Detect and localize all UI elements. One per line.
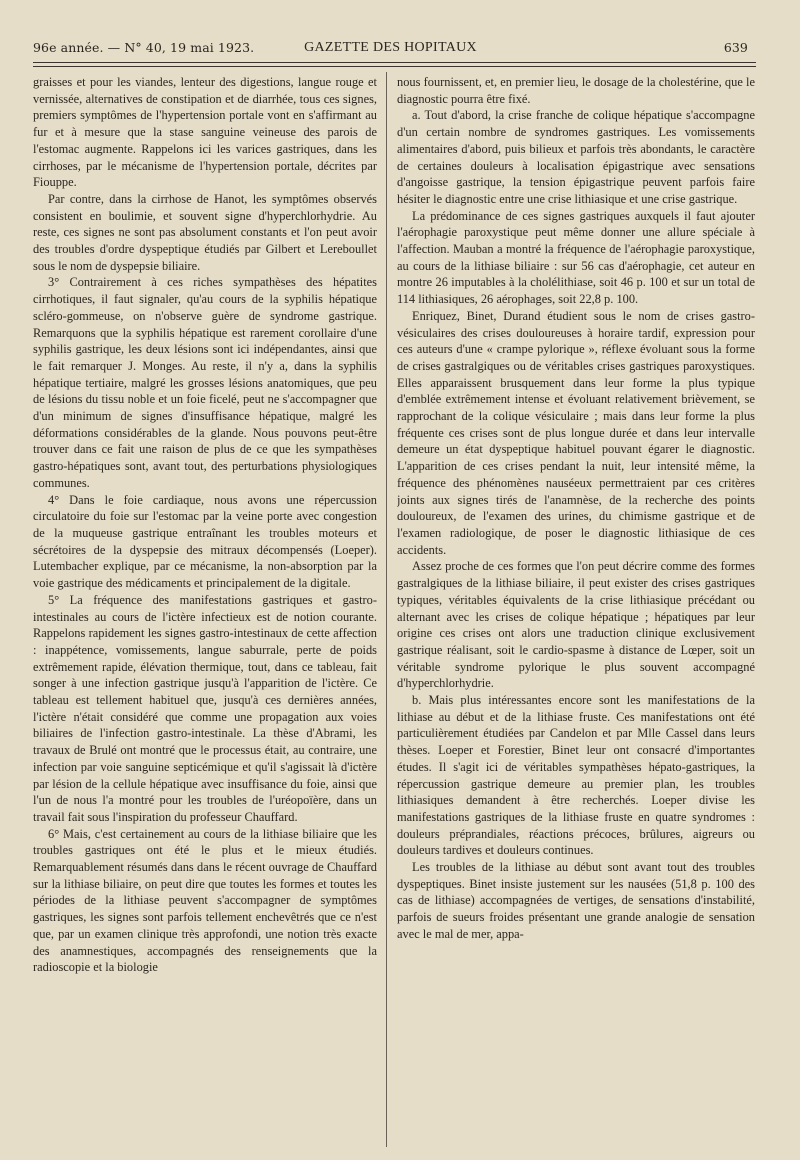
column-divider — [386, 72, 387, 1147]
paragraph: Enriquez, Binet, Durand étudient sous le nom de crises gastro-vésiculaires des crises douloureuses à horaire tardif, expression pour ces auteurs d'une « crampe pylorique », réflexe évoluant sous la forme de crises gastralgiques ou de véritables crises gastriques paroxystiques. Elles apparaissent brusquement dans leur forme la plus typique d'emblée extrêmement intense et évoluant relativement brièvement, se rapprochant de la colique vésiculaire ; mais dans leur forme la plus fréquente ces crises sont de plus longue durée et dans leur intervalle demeure un état dyspeptique habituel pouvant égarer le diagnostic. L'apparition de ces crises pendant la nuit, leur intensité même, la fréquence des phénomènes nauséeux permettraient par ces critères joints aux signes tirés de l'anamnèse, de la recherche des points douloureux, de l'examen des urines, du chimisme gastrique et de l'examen radiologique, de poser le diagnostic lithiasique de ces accidents. — [397, 308, 755, 557]
right-column — [397, 74, 755, 1144]
paragraph: graisses et pour les viandes, lenteur des digestions, langue rouge et vernissée, alternatives de constipation et de diarrhée, tous ces signes, premiers symptômes de l'hypertension portale vont en s'affirmant au fur et à mesure que la stase sanguine veineuse des parois de l'estomac augmente. Rappelons ici les varices gastriques, dans les cirrhoses, par le mécanisme de l'hypertension portale, décrites par Fiouppe. — [33, 75, 377, 190]
left-column — [33, 74, 377, 1144]
header-rule-top — [33, 62, 756, 63]
header-rule-bottom — [33, 66, 756, 67]
paragraph: b. Mais plus intéressantes encore sont les manifestations de la lithiase au début et de la lithiase fruste. Ces manifestations ont été particulièrement étudiées par Candelon et par Mlle Cassel dans leurs thèses. Loeper et Forestier, Binet leur ont consacré d'importantes études. Il s'agit ici de véritables sympathèses hépato-gastriques, la répercussion gastrique demeure au premier plan, les troubles lithiasiques demandent à être recherchés. Loeper divise les manifestations gastriques de la lithiase fruste en quatre syndromes : douleurs préprandiales, réactions précoces, brûlures, aigreurs ou douleurs tardives et douleurs continues. — [397, 693, 755, 858]
paragraph: 6° Mais, c'est certainement au cours de la lithiase biliaire que les troubles gastriques ont été le plus et le mieux étudiés. Remarquablement résumés dans dans le récent ouvrage de Chauffard sur la lithiase biliaire, on peut dire que toutes les formes et toutes les périodes de la lithiase peuvent s'accompagner de symptômes gastriques, les signes sont parfois tellement enchevêtrés que ce n'est que, par un examen clinique très approfondi, une notion très exacte des anamnestiques, accompagnés des renseignements que la radioscopie et la biologie — [33, 826, 377, 975]
journal-title: GAZETTE DES HOPITAUX — [304, 40, 477, 55]
issue-line: 96e année. — N° 40, 19 mai 1923. — [33, 40, 255, 55]
paragraph: Assez proche de ces formes que l'on peut décrire comme des formes gastralgiques de la lithiase biliaire, il peut exister des crises gastriques typiques, véritables équivalents de la crise lithiasique précédant ou alternant avec les crises de colique hépatique ; hépatiques par leur origine ces crises ont alors une traduction clinique exclusivement gastrique réalisant, soit le cardio-spasme à distance de Lœper, soit un véritable syndrome pylorique le plus souvent accompagné d'hyperchlorhydrie. — [397, 559, 755, 691]
paragraph: Les troubles de la lithiase au début sont avant tout des troubles dyspeptiques. Binet insiste justement sur les nausées (51,8 p. 100 des cas de lithiase) accompagnées de vertiges, de sensations d'instabilité, parfois de sueurs froides présentant une grande analogie de sensation avec le mal de mer, appa- — [397, 860, 755, 941]
paragraph: 4° Dans le foie cardiaque, nous avons une répercussion circulatoire du foie sur l'estomac par la veine porte avec congestion de la muqueuse gastrique entraînant les troubles moteurs et sécrétoires de la dyspepsie des mitraux décompensés (Loeper). Lutembacher explique, par ce mécanisme, la non-absorption par la voie gastrique des médicaments et principalement de la digitale. — [33, 492, 377, 591]
paragraph: a. Tout d'abord, la crise franche de colique hépatique s'accompagne d'un certain nombre de syndromes gastriques. Les vomissements alimentaires d'abord, puis bilieux et parfois très abondants, le caractère de certaines douleurs à localisation épigastrique avec sensations d'angoisse gastrique, la tension épigastrique peuvent parfois faire hésiter le diagnostic entre une crise lithiasique et une crise gastrique. — [397, 108, 755, 206]
paragraph: 3° Contrairement à ces riches sympathèses des hépatites cirrhotiques, il faut signaler, qu'au cours de la syphilis hépatique scléro-gommeuse, on n'observe guère de syndrome gastrique. Remarquons que la syphilis hépatique est rarement corollaire d'une syphilis gastrique, les deux lésions sont ici indépendantes, ainsi que le fait remarquer J. Monges. Au reste, il n'y a, dans la syphilis hépatique tertiaire, malgré les grosses lésions anatomiques, que peu de lésions du tissu noble et un foie ficelé, peut ne s'accompagner que d'un minimum de signes d'insuffisance hépatique, malgré les déformations considérables de la glande. Nous pouvons peut-être trouver dans ce fait une raison de plus de ce que les sympathèses gastro-hépatiques sont, avant tout, des perturbations physiologiques communes. — [33, 275, 377, 490]
running-header — [33, 40, 748, 60]
page-number: 639 — [723, 40, 748, 55]
paragraph: La prédominance de ces signes gastriques auxquels il faut ajouter l'aérophagie paroxystique peut même donner une allure spéciale à l'affection. Mauban a montré la fréquence de l'aérophagie paroxystique, au cours de la lithiase biliaire : sur 56 cas d'aérophagie, cet auteur en montre 26 imputables à la cholélithiase, soit 46 p. 100 et sur un total de 114 lithiasiques, 26 aérophages, soit 22,8 p. 100. — [397, 208, 755, 307]
paragraph: nous fournissent, et, en premier lieu, le dosage de la cholestérine, que le diagnostic pourra être fixé. — [397, 75, 755, 106]
paragraph: 5° La fréquence des manifestations gastriques et gastro-intestinales au cours de l'ictère infectieux est de notion courante. Rappelons rapidement les signes gastro-intestinaux de cette affection : inappétence, vomissements, langue saburrale, perte de poids extrêmement rapide, élévation thermique, tout, dans ce tableau, fait songer à une infection gastrique jusqu'à l'apparition de l'ictère. Ce tableau est tellement habituel que, jusqu'à ces dernières années, l'ictère n'était considéré que comme une propagation aux voies biliaires de l'infection gastro-intestinale. La thèse d'Abrami, les travaux de Brulé ont montré que le processus était, au contraire, une infection par voie sanguine septicémique et qu'il s'agissait là d'ictère par lésion de la cellule hépatique avec insuffisance du foie, ainsi que l'un de nous l'a montré pour les troubles de l'uréopoïère, dans un travail fait sous l'inspiration du professeur Chauffard. — [33, 592, 377, 824]
paragraph: Par contre, dans la cirrhose de Hanot, les symptômes observés consistent en boulimie, et souvent signe d'hyperchlorhydrie. Au reste, ces signes ne sont pas absolument constants et l'on peut avoir des troubles d'ordre dyspeptique étudiés par Gilbert et Lereboullet sous le nom de dyspepsie biliaire. — [33, 191, 377, 273]
